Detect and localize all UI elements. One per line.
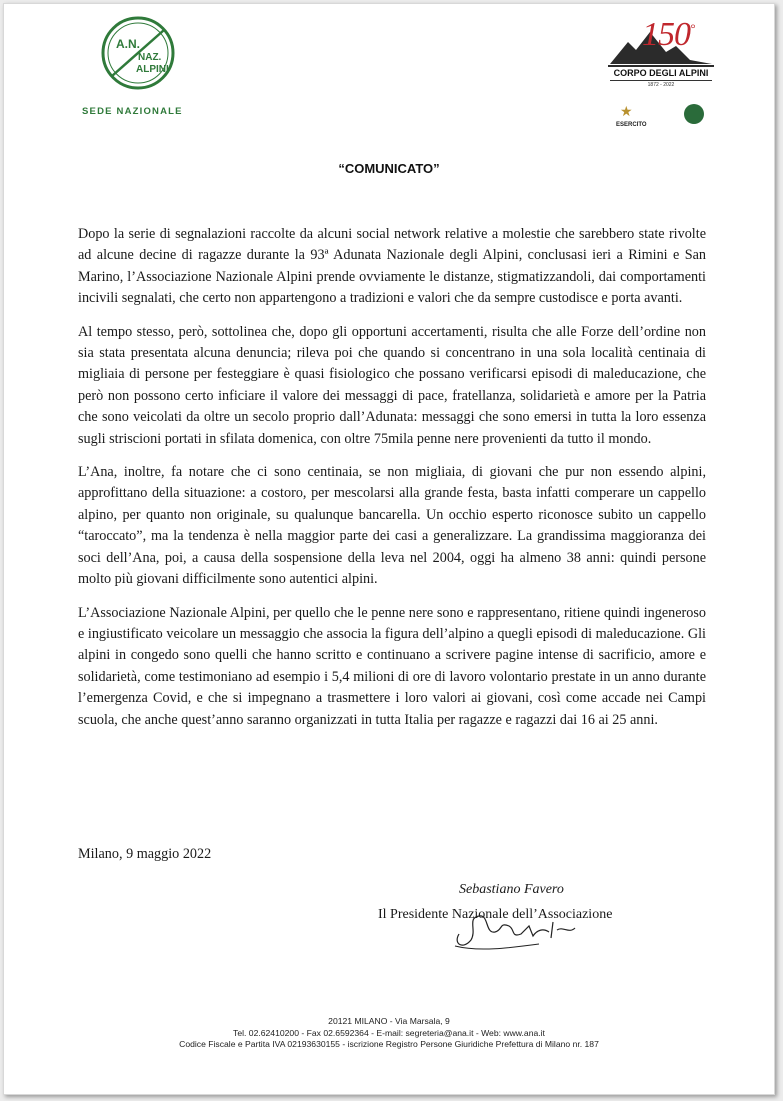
anniversary-years: 1872 - 2022 — [610, 80, 712, 88]
logo-text-naz: NAZ. — [138, 52, 162, 63]
esercito-label: ESERCITO — [616, 122, 647, 128]
document-body — [78, 224, 706, 743]
footer-fiscal: Codice Fiscale e Partita IVA 02193630155 - iscrizione Registro Persone Giuridiche Prefettura di Milano nr. 187 — [179, 1039, 599, 1049]
paragraph-1: Dopo la serie di segnalazioni raccolte da alcuni social network relative a molestie che sarebbero state rivolte ad alcune decine di ragazze durante la 93ª Adunata Nazionale degli Alpini, conclusasi ieri a Rimini e San Marino, l’Associazione Nazionale Alpini prende ovviamente le distanze, stigmatizzandoli, dai comportamenti incivili segnalati, che certo non appartengono a tradizioni e valori che da sempre custodisce e porta avanti. — [78, 226, 706, 307]
signatory-name: Sebastiano Favero — [459, 882, 564, 897]
emblem-badge-icon — [684, 104, 704, 124]
signatory-role: Il Presidente Nazionale dell’Associazione — [378, 907, 613, 922]
anniversary-degree: ° — [690, 20, 695, 36]
paragraph-3: L’Ana, inoltre, fa notare che ci sono centinaia, se non migliaia, di giovani che pur non essendo alpini, approfittano della situazione: a costoro, per mescolarsi alla grande festa, basta infatti comperare un cappello alpino, per quanto non originale, su qualunque bancarella. Un occhio esperto riconosce subito un cappello “taroccato”, ma la tendenza è nella maggior parte dei casi a generalizzare. La grandissima maggioranza dei soci dell’Ana, poi, a causa della sospensione della leva nel 2004, oggi ha almeno 38 anni: quindi persone molto più giovani difficilmente sono autentici alpini. — [78, 464, 706, 588]
document-footer — [4, 1016, 774, 1051]
document-date: Milano, 9 maggio 2022 — [78, 846, 212, 862]
anniversary-number — [642, 16, 694, 54]
document-page — [3, 3, 775, 1095]
logo-text-an: A.N. — [116, 37, 140, 51]
corpo-alpini-label: CORPO DEGLI ALPINI — [613, 68, 709, 78]
paragraph-4: L’Associazione Nazionale Alpini, per quello che le penne nere sono e rappresentano, ritiene quindi ingeneroso e ingiustificato veicolare un messaggio che associa la figura dell’alpino a quegli episodi di maleducazione. Gli alpini in congedo sono quelli che hanno scritto e continuano a scrivere pagine intense di sacrificio, amore e solidarietà, come testimoniano ad esempio i 5,4 milioni di ore di lavoro volontario prestate in un anno durante l’emergenza Covid, e che si impegnano a trasmettere i loro valori ai giovani, così come accade nei Campi scuola, che anche quest’anno saranno organizzati in tutta Italia per ragazze e ragazzi dai 16 ai 25 anni. — [78, 604, 706, 728]
anniversary-value: 150 — [642, 16, 690, 53]
paragraph-2: Al tempo stesso, però, sottolinea che, dopo gli opportuni accertamenti, risulta che alle Forze dell’ordine non sia stata presentata alcuna denuncia; rileva poi che quando si concentrano in una sola località centinaia di migliaia di persone per festeggiare è quasi fisiologico che possano verificarsi episodi di maleducazione, che però non possono certo inficiare il valore dei messaggi di pace, fratellanza, solidarietà e amore per la Patria che sono veicolati da oltre un secolo proprio dall’Adunata: messaggi che sono emersi in tutta la loro essenza sugli striscioni portati in sfilata domenica, con oltre 75mila penne nere provenienti da tutto il mondo. — [78, 323, 706, 447]
sede-nazionale-label: SEDE NAZIONALE — [82, 106, 183, 117]
footer-address: 20121 MILANO - Via Marsala, 9 — [328, 1016, 450, 1026]
ana-logo — [82, 14, 212, 117]
document-title: “COMUNICATO” — [338, 161, 440, 176]
logo-text-alpini: ALPINI — [136, 64, 169, 75]
star-icon: ★ — [620, 105, 633, 120]
ana-emblem-icon — [98, 14, 178, 92]
footer-contacts: Tel. 02.62410200 - Fax 02.6592364 - E-mail: segreteria@ana.it - Web: www.ana.it — [233, 1027, 545, 1038]
handwritten-signature-icon — [449, 904, 579, 954]
